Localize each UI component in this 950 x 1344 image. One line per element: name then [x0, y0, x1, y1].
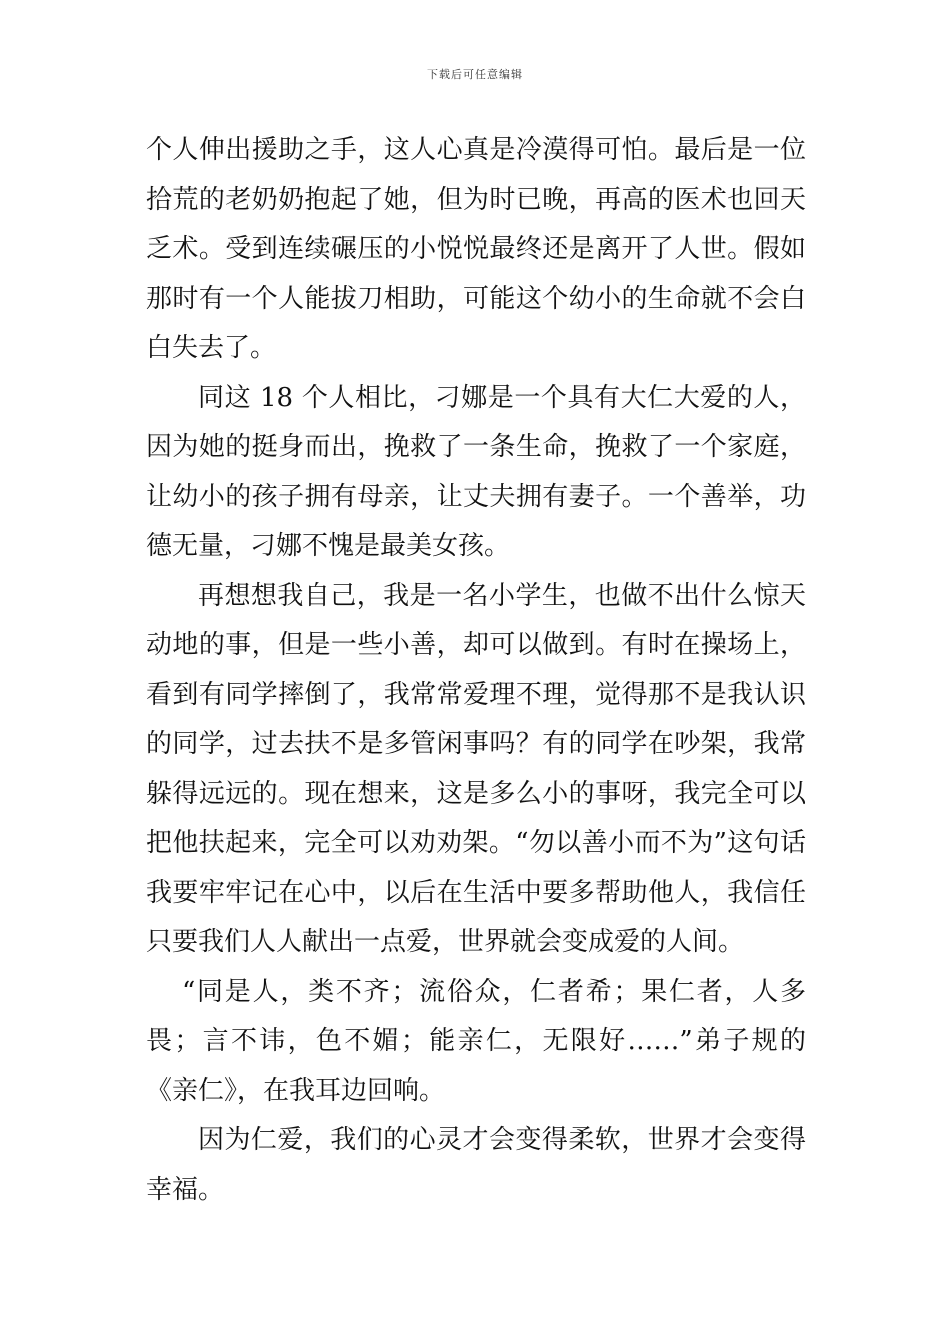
paragraph-conclusion: 因为仁爱，我们的心灵才会变得柔软，世界才会变得幸福。	[146, 1125, 806, 1205]
paragraph-quote: “同是人，类不齐；流俗众，仁者希；果仁者，人多畏；言不讳，色不媚；能亲仁，无限好……”弟子规的《亲仁》，在我耳边回响。	[146, 976, 806, 1106]
paragraph-comparison: 同这 18 个人相比，刁娜是一个具有大仁大爱的人，因为她的挺身而出，挽救了一条生命，挽救了一个家庭，让幼小的孩子拥有母亲，让丈夫拥有妻子。一个善举，功德无量，刁娜不愧是最美女孩。	[146, 382, 806, 561]
page-header-note: 下载后可任意编辑	[427, 68, 523, 81]
paragraph-continuation: 个人伸出援助之手，这人心真是冷漠得可怕。最后是一位拾荒的老奶奶抱起了她，但为时已晚，再高的医术也回天乏术。受到连续碾压的小悦悦最终还是离开了人世。假如那时有一个人能拔刀相助，可能这个幼小的生命就不会白白失去了。	[146, 135, 806, 363]
paragraph-reflection: 再想想我自己，我是一名小学生，也做不出什么惊天动地的事，但是一些小善，却可以做到。有时在操场上，看到有同学摔倒了，我常常爱理不理，觉得那不是我认识的同学，过去扶不是多管闲事吗？有的同学在吵架，我常躲得远远的。现在想来，这是多么小的事呀，我完全可以把他扶起来，完全可以劝劝架。“勿以善小而不为”这句话我要牢牢记在心中，以后在生活中要多帮助他人，我信任只要我们人人献出一点爱，世界就会变成爱的人间。	[146, 580, 806, 957]
document-body	[146, 126, 806, 1215]
